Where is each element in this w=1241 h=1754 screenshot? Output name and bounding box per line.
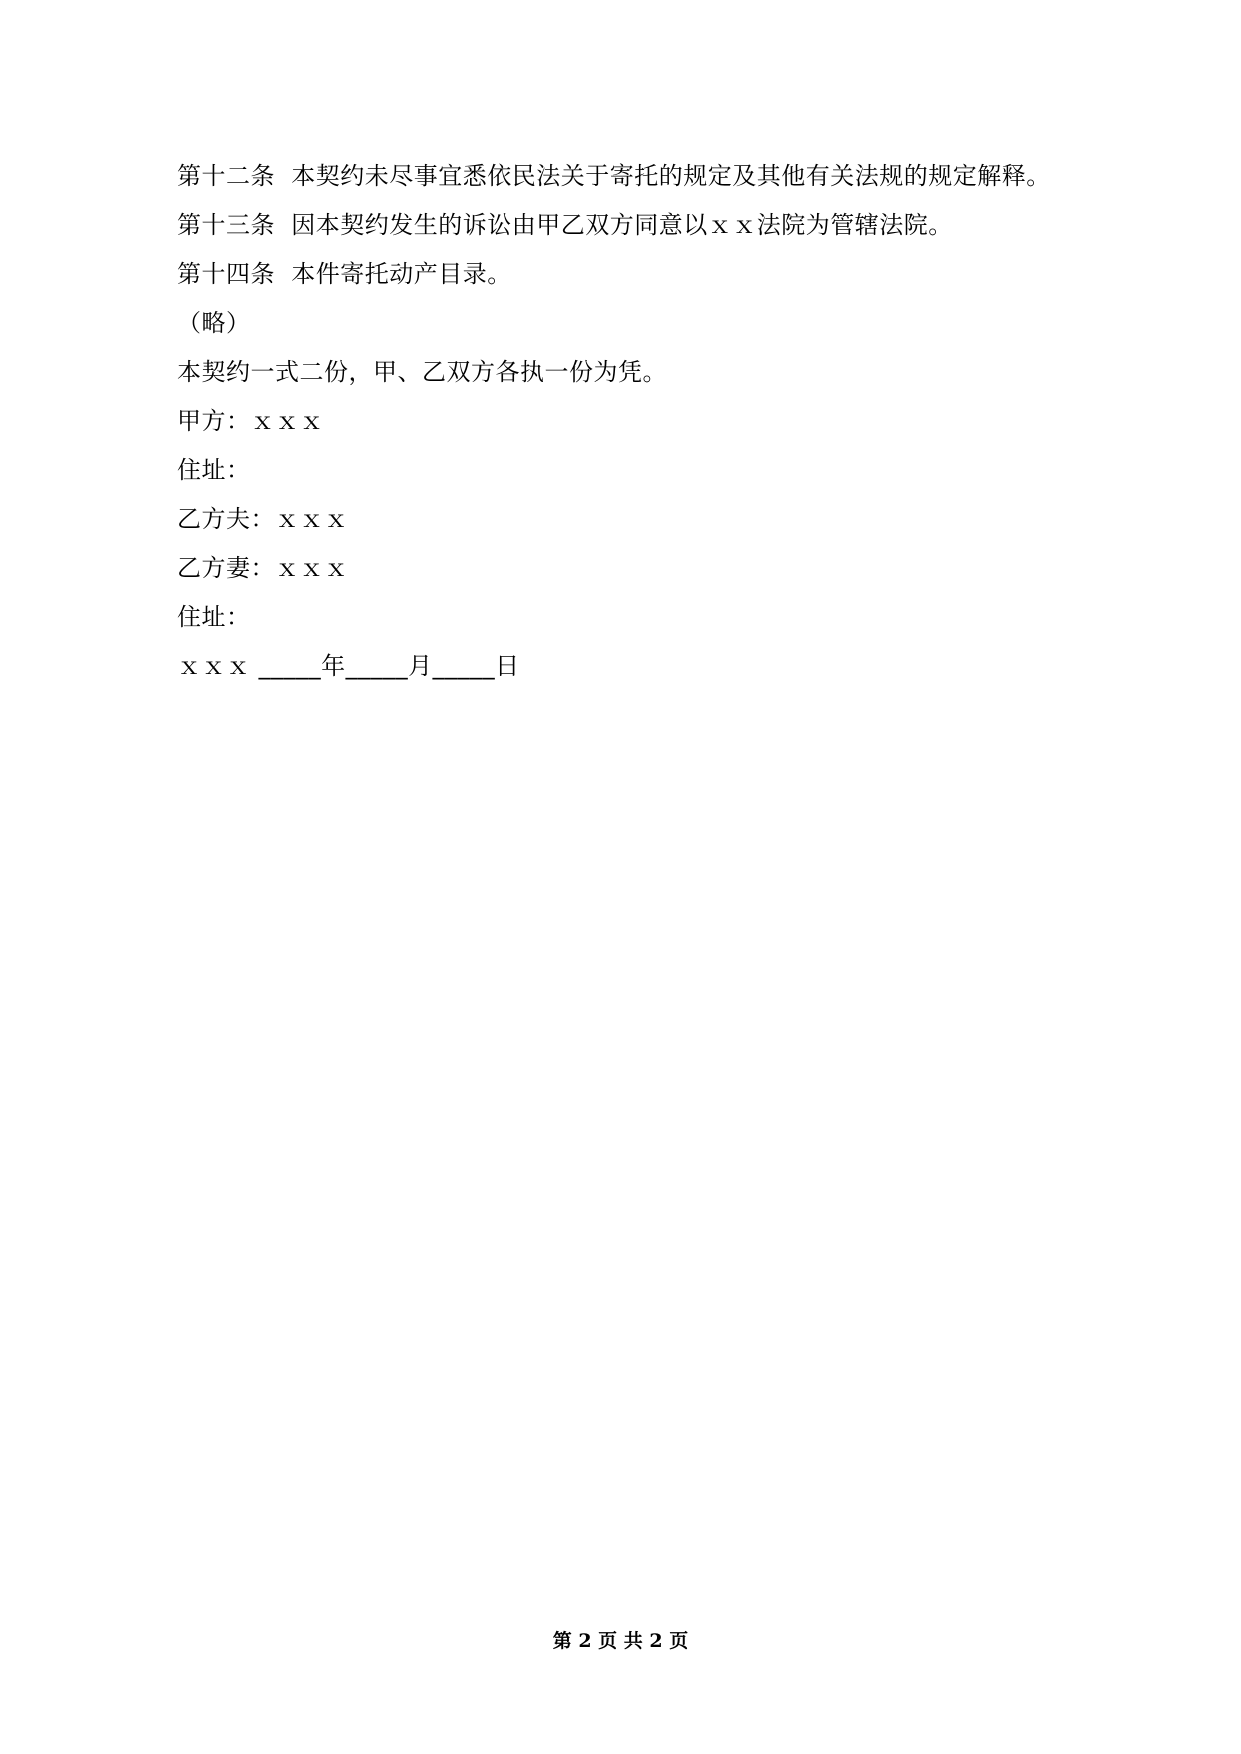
party-a-address-line: 住址： xyxy=(177,456,251,484)
date-line: ｘｘｘ _____年_____月_____日 xyxy=(177,652,520,680)
article-14-line: 第十四条 本件寄托动产目录。 xyxy=(177,260,512,288)
party-b-wife-line: 乙方妻：ｘｘｘ xyxy=(177,554,349,582)
page-number-footer: 第 2 页 共 2 页 xyxy=(552,1630,689,1652)
party-a-line: 甲方：ｘｘｘ xyxy=(177,407,324,435)
article-13-line: 第十三条 因本契约发生的诉讼由甲乙双方同意以ｘｘ法院为管辖法院。 xyxy=(177,211,953,239)
omitted-note-line: （略） xyxy=(177,309,251,337)
copies-statement-line: 本契约一式二份，甲、乙双方各执一份为凭。 xyxy=(177,358,667,386)
party-b-address-line: 住址： xyxy=(177,603,251,631)
article-12-line: 第十二条 本契约未尽事宜悉依民法关于寄托的规定及其他有关法规的规定解释。 xyxy=(177,162,1051,190)
party-b-husband-line: 乙方夫：ｘｘｘ xyxy=(177,505,349,533)
document-body xyxy=(177,152,1077,691)
